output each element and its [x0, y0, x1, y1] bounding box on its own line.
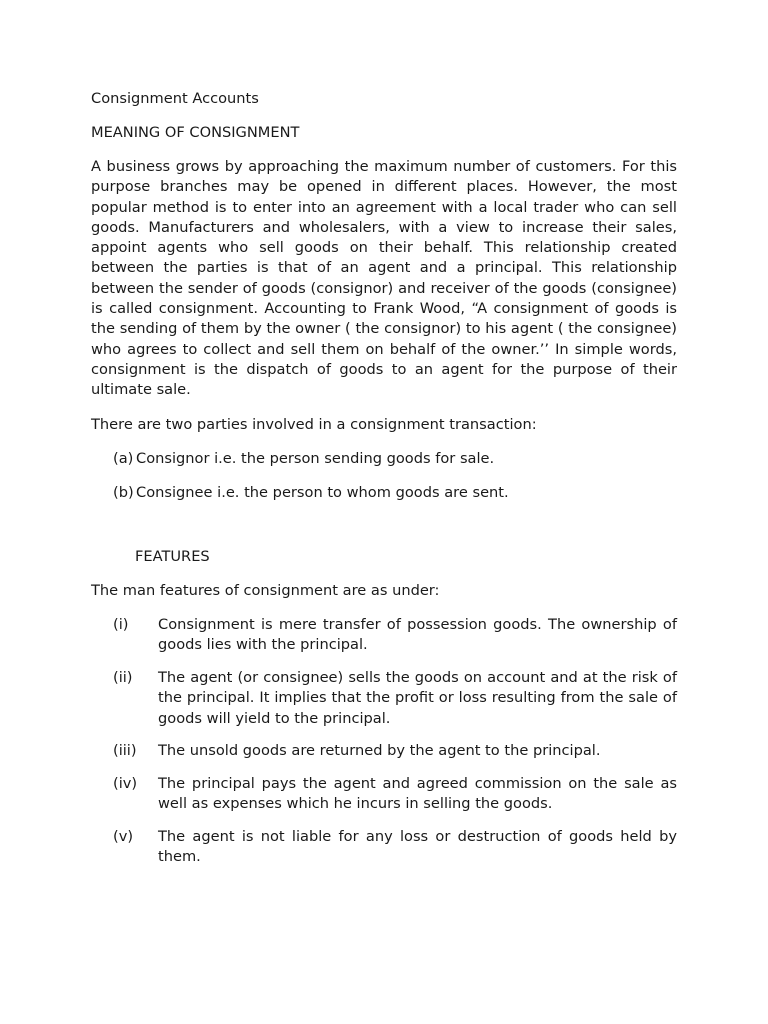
list-item-text: The agent is not liable for any loss or destruction of goods held by them. [158, 827, 677, 866]
list-item [113, 615, 677, 656]
list-marker: (iii) [113, 742, 137, 760]
list-item [113, 449, 677, 469]
list-item-text: The agent (or consignee) sells the goods on account and at the risk of the principal. It implies that the profit or loss resulting from the sale of goods will yield to the principal. [158, 668, 677, 727]
list-item-text: Consignee i.e. the person to whom goods are sent. [136, 483, 509, 501]
list-marker: (a) [113, 449, 134, 467]
list-marker: (v) [113, 827, 134, 845]
features-intro: The man features of consignment are as under: [91, 581, 440, 599]
section-heading-meaning: MEANING OF CONSIGNMENT [91, 124, 300, 141]
parties-list [91, 449, 677, 503]
list-item [113, 483, 677, 503]
list-item [113, 774, 677, 815]
document-title: Consignment Accounts [91, 90, 259, 107]
features-list [91, 615, 677, 868]
document-page [91, 89, 677, 880]
list-item-text: The unsold goods are returned by the agent to the principal. [158, 742, 601, 760]
list-marker: (ii) [113, 668, 133, 686]
list-marker: (b) [113, 483, 134, 501]
list-item [113, 741, 677, 762]
list-item-text: Consignor i.e. the person sending goods for sale. [136, 449, 495, 467]
list-item-text: Consignment is mere transfer of possession goods. The ownership of goods lies with the principal. [158, 615, 677, 654]
list-item-text: The principal pays the agent and agreed commission on the sale as well as expenses which he incurs in selling the goods. [158, 774, 677, 813]
parties-intro: There are two parties involved in a consignment transaction: [91, 415, 537, 433]
list-marker: (iv) [113, 774, 138, 792]
body-paragraph: A business grows by approaching the maximum number of customers. For this purpose branches may be opened in different places. However, the most popular method is to enter into an agreement with a local trader who can sell goods. Manufacturers and wholesalers, with a view to increase their sales, appoint agents who sell goods on their behalf. This relationship created between the parties is that of an agent and a principal. This relationship between the sender of goods (consignor) and receiver of the goods (consignee) is called consignment. Accounting to Frank Wood, “A consignment of goods is the sending of them by the owner ( the consignor) to his agent ( the consignee) who agrees to collect and sell them on behalf of the owner.’’ In simple words, consignment is the dispatch of goods to an agent for the purpose of their ultimate sale. [91, 158, 677, 399]
section-heading-features: FEATURES [135, 547, 210, 565]
list-marker: (i) [113, 615, 129, 633]
list-item [113, 827, 677, 868]
list-item [113, 668, 677, 730]
